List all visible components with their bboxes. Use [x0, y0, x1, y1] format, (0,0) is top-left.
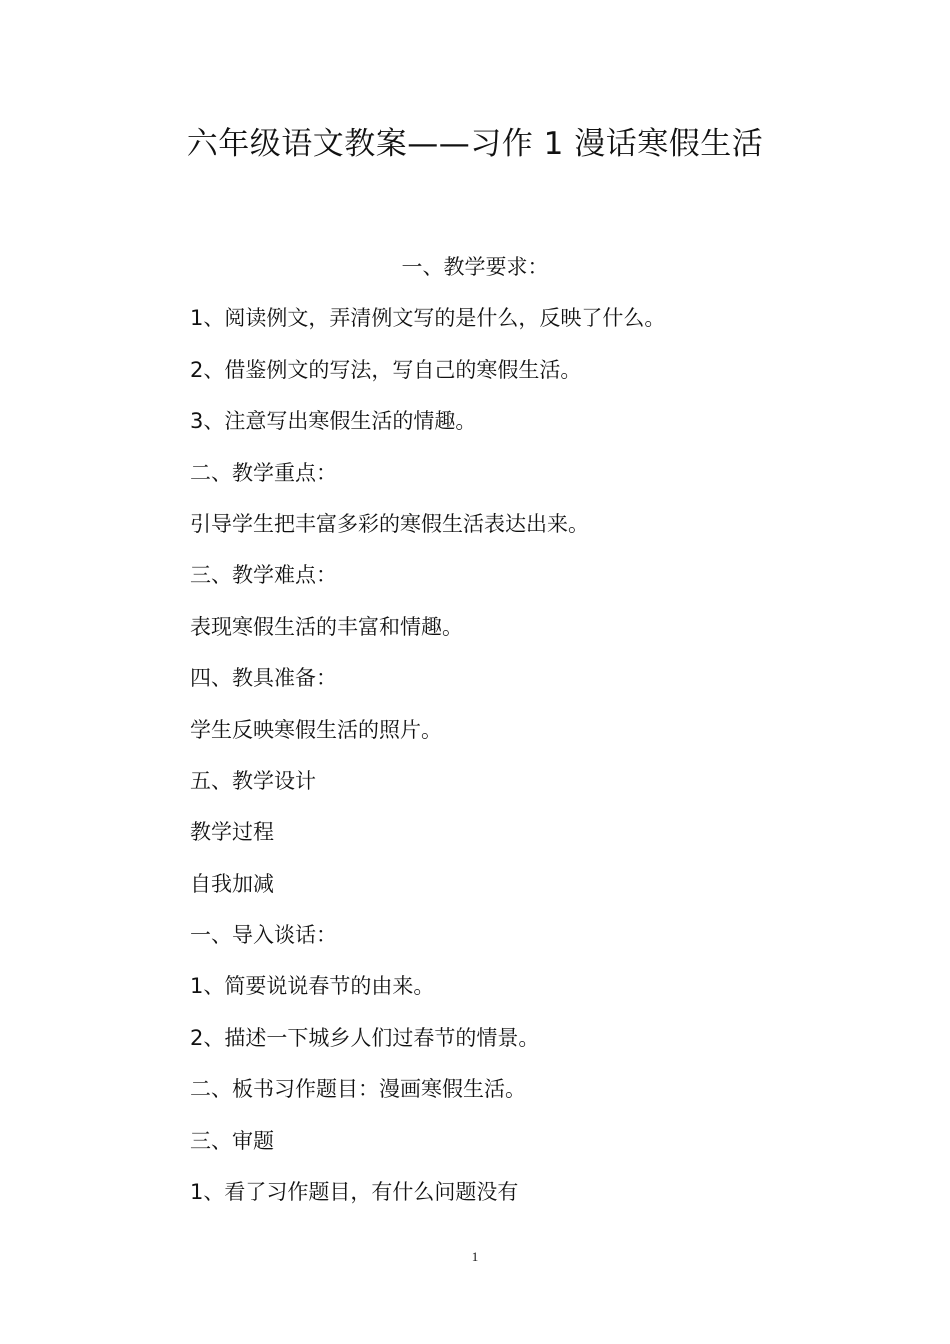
body-line: 1、看了习作题目，有什么问题没有	[190, 1180, 519, 1205]
body-line: 表现寒假生活的丰富和情趣。	[190, 614, 463, 639]
section-heading-difficulties: 三、教学难点：	[190, 563, 337, 588]
document-title: 六年级语文教案——习作 1 漫话寒假生活	[186, 126, 764, 162]
body-line: 教学过程	[190, 820, 274, 845]
section-heading-review: 三、审题	[190, 1128, 274, 1153]
section-heading-materials: 四、教具准备：	[190, 666, 337, 691]
section-heading-requirements: 一、教学要求：	[401, 255, 549, 279]
section-heading-key-points: 二、教学重点：	[190, 460, 337, 485]
body-line: 1、简要说说春节的由来。	[190, 974, 435, 999]
section-heading-design: 五、教学设计	[190, 768, 316, 793]
body-line: 二、板书习作题目：漫画寒假生活。	[190, 1077, 526, 1102]
body-line: 引导学生把丰富多彩的寒假生活表达出来。	[190, 511, 589, 536]
body-line: 3、注意写出寒假生活的情趣。	[190, 409, 477, 434]
section-heading-intro: 一、导入谈话：	[190, 923, 337, 948]
body-line: 1、阅读例文，弄清例文写的是什么，反映了什么。	[190, 306, 666, 331]
page-number: 1	[471, 1249, 479, 1264]
body-line: 2、描述一下城乡人们过春节的情景。	[190, 1025, 540, 1050]
body-line: 自我加减	[190, 871, 274, 896]
body-line: 学生反映寒假生活的照片。	[190, 717, 442, 742]
document-body	[190, 245, 810, 1221]
body-line: 2、借鉴例文的写法，写自己的寒假生活。	[190, 357, 582, 382]
